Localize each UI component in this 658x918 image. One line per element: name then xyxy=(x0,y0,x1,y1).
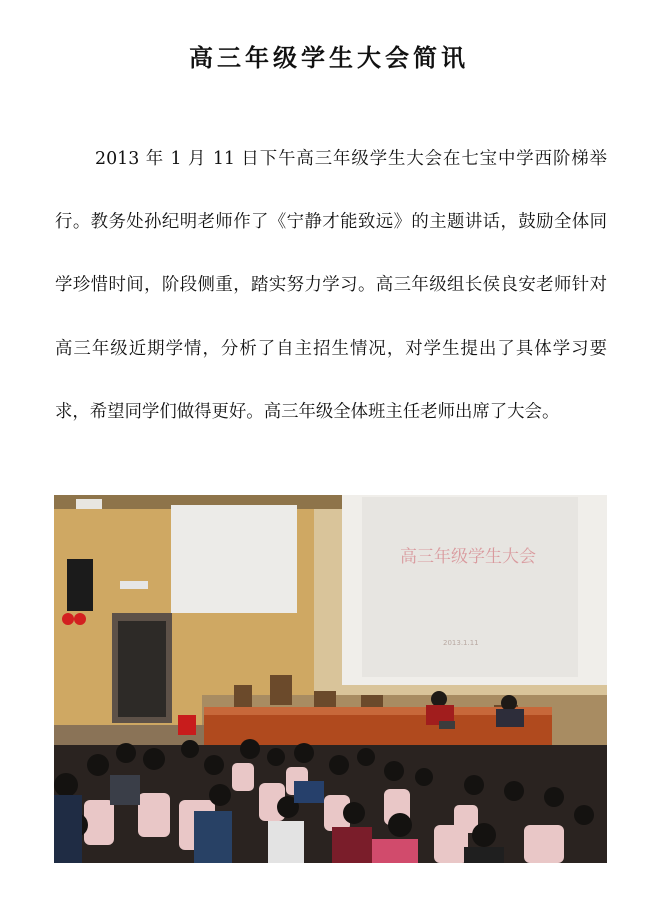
body-paragraph: 2013 年 1 月 11 日下午高三年级学生大会在七宝中学西阶梯举行。教务处孙纪明老师作了《宁静才能致远》的主题讲话，鼓励全体同学珍惜时间，阶段侧重，踏实努力学习。高三年级组长侯良安老师针对高三年级近期学情，分析了自主招生情况，对学生提出了具体学习要求，希望同学们做得更好。高三年级全体班主任老师出席了大会。 xyxy=(55,149,607,422)
main-projection-screen xyxy=(362,497,578,677)
speaker-icon xyxy=(67,559,93,611)
lantern-icon xyxy=(62,613,74,625)
left-screen xyxy=(171,505,297,613)
lantern-icon xyxy=(74,613,86,625)
document-title: 高三年级学生大会简讯 xyxy=(189,43,469,72)
screen-date: 2013.1.11 xyxy=(443,639,479,647)
meeting-photo xyxy=(54,495,607,863)
projector-icon xyxy=(76,499,102,509)
laptop-icon xyxy=(439,721,455,729)
screen-title: 高三年级学生大会 xyxy=(400,547,536,567)
